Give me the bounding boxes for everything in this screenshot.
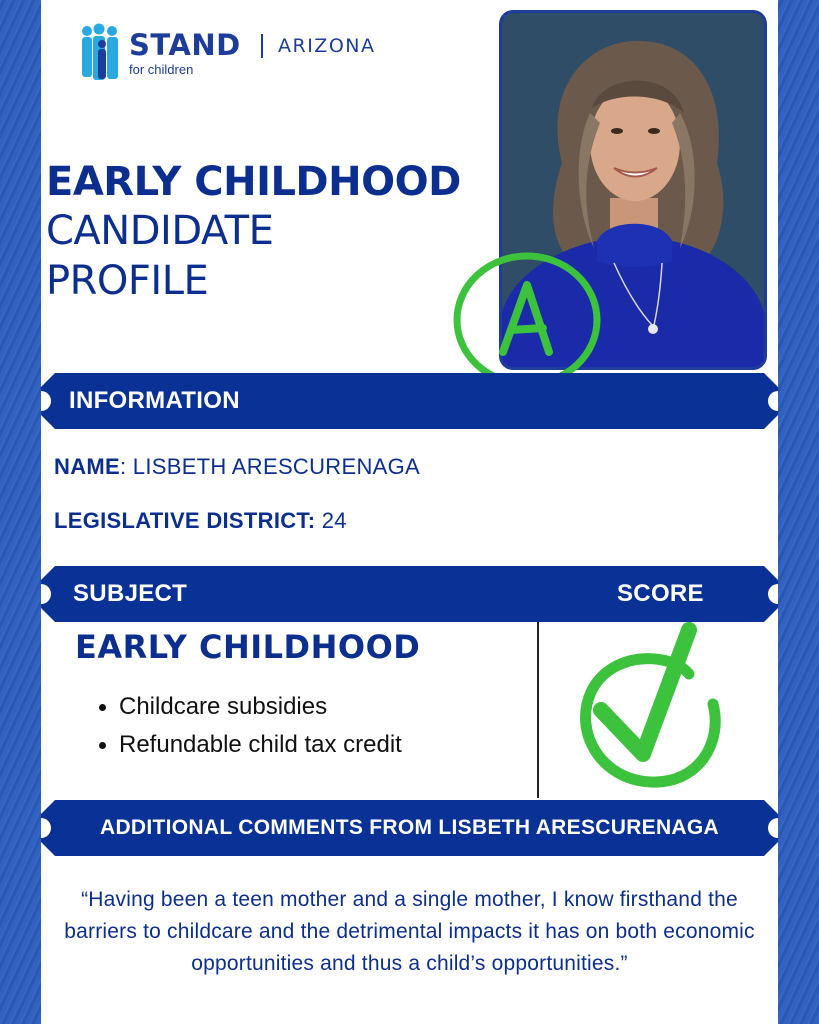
subject-items bbox=[99, 688, 402, 764]
information-heading: INFORMATION bbox=[69, 387, 240, 414]
logo-wordmark: STAND bbox=[129, 28, 241, 62]
district-value: 24 bbox=[315, 508, 347, 533]
logo-state: ARIZONA bbox=[278, 35, 376, 57]
candidate-quote: “Having been a teen mother and a single mother, I know firsthand the barriers to childcare and the detrimental impacts it has on both economic opportunities and thus a child’s opportunities.” bbox=[64, 888, 755, 975]
logo-divider bbox=[261, 34, 263, 58]
logo-tagline: for children bbox=[129, 62, 194, 77]
subject-heading: SUBJECT bbox=[73, 580, 188, 607]
column-divider bbox=[537, 622, 539, 798]
title-line-1: EARLY CHILDHOOD bbox=[46, 159, 461, 205]
district-label: LEGISLATIVE DISTRICT: bbox=[54, 508, 316, 533]
comments-heading: ADDITIONAL COMMENTS FROM LISBETH ARESCURENAGA bbox=[100, 816, 719, 839]
list-item: Refundable child tax credit bbox=[99, 726, 402, 764]
subject-title: EARLY CHILDHOOD bbox=[75, 628, 421, 666]
score-heading: SCORE bbox=[617, 580, 704, 607]
title-line-2: CANDIDATE bbox=[46, 208, 274, 254]
checkmark-icon bbox=[571, 622, 731, 792]
candidate-profile-card bbox=[41, 0, 778, 1024]
right-border bbox=[778, 0, 819, 1024]
comments-banner bbox=[41, 800, 778, 856]
stand-logo bbox=[79, 22, 409, 86]
family-figures-icon bbox=[79, 22, 125, 84]
candidate-name bbox=[54, 454, 420, 480]
information-banner bbox=[41, 373, 778, 429]
legislative-district bbox=[54, 508, 347, 534]
left-border bbox=[0, 0, 41, 1024]
list-item: Childcare subsidies bbox=[99, 688, 402, 726]
name-label: NAME bbox=[54, 454, 120, 479]
subject-score-banner bbox=[41, 566, 778, 622]
page-title bbox=[46, 158, 461, 306]
title-line-3: PROFILE bbox=[46, 258, 209, 304]
name-value: : LISBETH ARESCURENAGA bbox=[119, 454, 420, 479]
